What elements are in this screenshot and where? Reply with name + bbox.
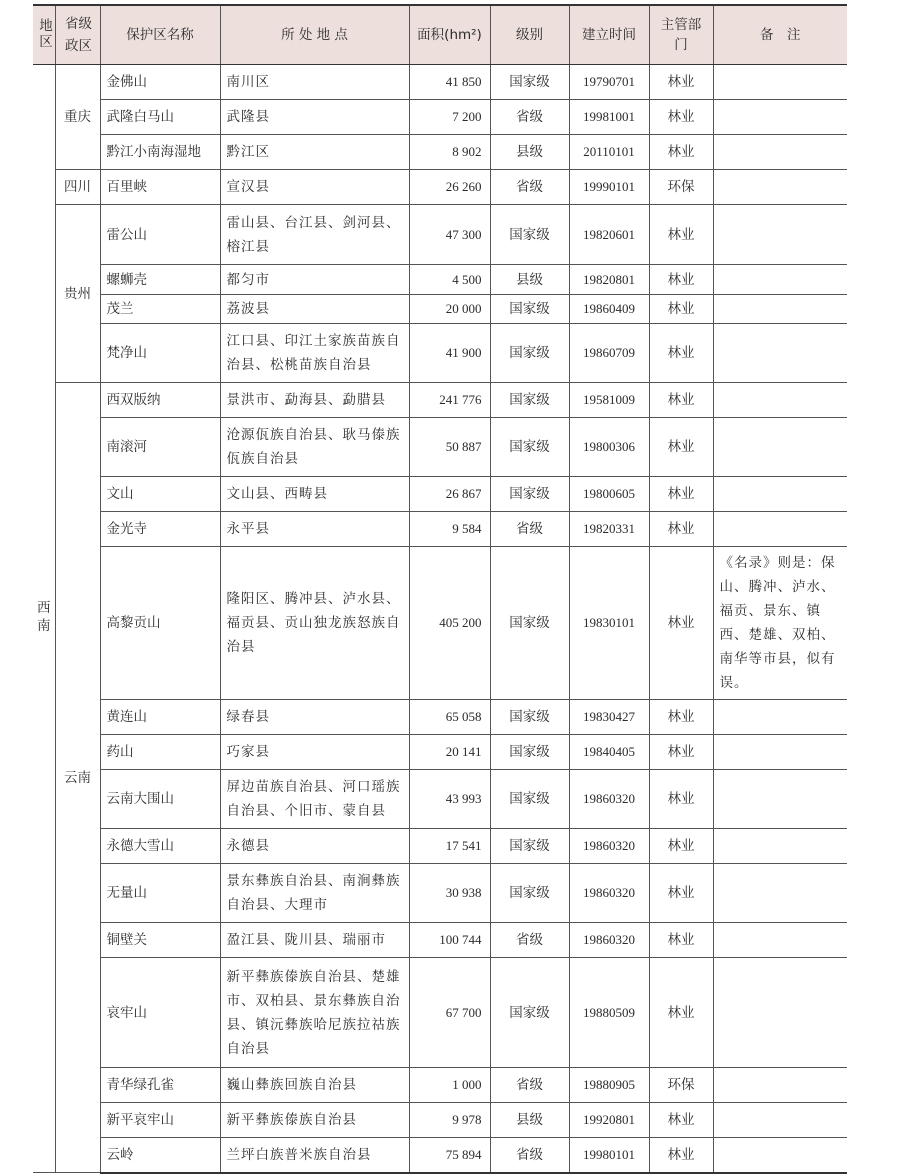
reserve-location: 盈江县、陇川县、瑞丽市 xyxy=(220,923,409,958)
reserve-location: 景东彝族自治县、南涧彝族自治县、大理市 xyxy=(220,864,409,923)
reserve-established: 19860320 xyxy=(569,770,649,829)
reserve-established: 19860709 xyxy=(569,324,649,383)
reserve-name: 雷公山 xyxy=(100,205,220,265)
reserve-established: 19840405 xyxy=(569,735,649,770)
table-row xyxy=(33,65,847,100)
reserve-location: 江口县、印江土家族苗族自治县、松桃苗族自治县 xyxy=(220,324,409,383)
reserve-department: 林业 xyxy=(649,700,713,735)
reserve-level: 国家级 xyxy=(490,383,569,418)
table-row xyxy=(33,265,847,295)
reserve-level: 省级 xyxy=(490,1068,569,1103)
reserve-notes xyxy=(713,418,847,477)
reserve-established: 19860320 xyxy=(569,923,649,958)
reserve-name: 新平哀牢山 xyxy=(100,1103,220,1138)
reserve-location: 沧源佤族自治县、耿马傣族佤族自治县 xyxy=(220,418,409,477)
reserve-established: 19820801 xyxy=(569,265,649,295)
reserve-location: 新平彝族傣族自治县 xyxy=(220,1103,409,1138)
reserve-established: 19860320 xyxy=(569,829,649,864)
reserve-location: 文山县、西畴县 xyxy=(220,477,409,512)
reserve-name: 无量山 xyxy=(100,864,220,923)
reserve-location: 南川区 xyxy=(220,65,409,100)
table-row xyxy=(33,477,847,512)
reserve-area: 43 993 xyxy=(409,770,490,829)
reserve-level: 省级 xyxy=(490,100,569,135)
reserve-name: 南滚河 xyxy=(100,418,220,477)
reserve-level: 县级 xyxy=(490,1103,569,1138)
table-row xyxy=(33,205,847,265)
province-cell: 云南 xyxy=(55,383,100,1173)
reserve-location: 永德县 xyxy=(220,829,409,864)
reserve-department: 林业 xyxy=(649,418,713,477)
table-row xyxy=(33,829,847,864)
reserve-location: 新平彝族傣族自治县、楚雄市、双柏县、景东彝族自治县、镇沅彝族哈尼族拉祜族自治县 xyxy=(220,958,409,1068)
reserve-area: 8 902 xyxy=(409,135,490,170)
reserve-notes xyxy=(713,700,847,735)
reserve-established: 19880509 xyxy=(569,958,649,1068)
reserve-established: 19820601 xyxy=(569,205,649,265)
reserve-name: 西双版纳 xyxy=(100,383,220,418)
reserve-department: 环保 xyxy=(649,170,713,205)
reserve-name: 茂兰 xyxy=(100,295,220,324)
reserve-name: 青华绿孔雀 xyxy=(100,1068,220,1103)
reserve-notes xyxy=(713,923,847,958)
table-row xyxy=(33,547,847,700)
reserve-notes xyxy=(713,295,847,324)
reserve-established: 19920801 xyxy=(569,1103,649,1138)
reserve-location: 黔江区 xyxy=(220,135,409,170)
reserve-notes xyxy=(713,205,847,265)
reserve-name: 云岭 xyxy=(100,1138,220,1173)
table-row xyxy=(33,324,847,383)
reserve-level: 国家级 xyxy=(490,477,569,512)
table-row xyxy=(33,418,847,477)
reserve-established: 19990101 xyxy=(569,170,649,205)
table-row xyxy=(33,1138,847,1173)
reserve-established: 19981001 xyxy=(569,100,649,135)
table-row xyxy=(33,383,847,418)
reserve-level: 县级 xyxy=(490,265,569,295)
reserve-area: 41 850 xyxy=(409,65,490,100)
table-row xyxy=(33,958,847,1068)
reserve-department: 林业 xyxy=(649,1103,713,1138)
reserve-notes xyxy=(713,65,847,100)
province-cell: 贵州 xyxy=(55,205,100,383)
header-established: 建立时间 xyxy=(569,5,649,65)
header-region: 地区 xyxy=(33,5,55,65)
reserve-notes xyxy=(713,829,847,864)
reserve-department: 林业 xyxy=(649,735,713,770)
reserve-name: 文山 xyxy=(100,477,220,512)
reserve-level: 国家级 xyxy=(490,958,569,1068)
reserve-notes xyxy=(713,100,847,135)
reserve-name: 黄连山 xyxy=(100,700,220,735)
reserve-notes xyxy=(713,383,847,418)
reserve-level: 国家级 xyxy=(490,735,569,770)
reserve-notes xyxy=(713,170,847,205)
reserve-level: 国家级 xyxy=(490,864,569,923)
reserve-area: 7 200 xyxy=(409,100,490,135)
reserve-area: 100 744 xyxy=(409,923,490,958)
reserve-notes xyxy=(713,265,847,295)
reserve-level: 国家级 xyxy=(490,324,569,383)
reserve-established: 19790701 xyxy=(569,65,649,100)
table-row xyxy=(33,735,847,770)
reserve-established: 19880905 xyxy=(569,1068,649,1103)
reserve-department: 林业 xyxy=(649,770,713,829)
reserve-area: 26 867 xyxy=(409,477,490,512)
table-row xyxy=(33,170,847,205)
reserve-level: 国家级 xyxy=(490,205,569,265)
reserve-notes xyxy=(713,958,847,1068)
reserve-department: 林业 xyxy=(649,65,713,100)
reserve-location: 荔波县 xyxy=(220,295,409,324)
reserve-department: 林业 xyxy=(649,265,713,295)
reserve-notes xyxy=(713,1068,847,1103)
reserve-department: 林业 xyxy=(649,477,713,512)
reserve-department: 林业 xyxy=(649,1138,713,1173)
reserve-location: 兰坪白族普米族自治县 xyxy=(220,1138,409,1173)
reserve-name: 螺蛳壳 xyxy=(100,265,220,295)
reserve-established: 19860320 xyxy=(569,864,649,923)
reserve-level: 省级 xyxy=(490,170,569,205)
reserve-name: 金光寺 xyxy=(100,512,220,547)
reserve-location: 巍山彝族回族自治县 xyxy=(220,1068,409,1103)
reserve-department: 林业 xyxy=(649,958,713,1068)
reserve-level: 县级 xyxy=(490,135,569,170)
reserve-level: 国家级 xyxy=(490,829,569,864)
reserve-location: 永平县 xyxy=(220,512,409,547)
table-row xyxy=(33,512,847,547)
table-row xyxy=(33,700,847,735)
reserve-established: 19800306 xyxy=(569,418,649,477)
reserve-name: 永德大雪山 xyxy=(100,829,220,864)
reserve-level: 国家级 xyxy=(490,770,569,829)
table-row xyxy=(33,1068,847,1103)
table-row xyxy=(33,923,847,958)
reserve-level: 省级 xyxy=(490,512,569,547)
reserve-department: 林业 xyxy=(649,512,713,547)
header-area: 面积(hm²) xyxy=(409,5,490,65)
reserve-notes xyxy=(713,1103,847,1138)
reserve-name: 药山 xyxy=(100,735,220,770)
reserve-notes: 《名录》则是：保山、腾冲、泸水、福贡、景东、镇西、楚雄、双柏、南华等市县，似有误。 xyxy=(713,547,847,700)
header-province: 省级政区 xyxy=(55,5,100,65)
header-department: 主管部门 xyxy=(649,5,713,65)
reserve-department: 林业 xyxy=(649,324,713,383)
reserve-level: 省级 xyxy=(490,1138,569,1173)
reserve-name: 黔江小南海湿地 xyxy=(100,135,220,170)
reserve-location: 屏边苗族自治县、河口瑶族自治县、个旧市、蒙自县 xyxy=(220,770,409,829)
reserve-notes xyxy=(713,864,847,923)
reserve-location: 雷山县、台江县、剑河县、榕江县 xyxy=(220,205,409,265)
table-row xyxy=(33,135,847,170)
header-level: 级别 xyxy=(490,5,569,65)
reserve-department: 林业 xyxy=(649,135,713,170)
reserve-name: 哀牢山 xyxy=(100,958,220,1068)
reserve-area: 50 887 xyxy=(409,418,490,477)
reserve-area: 41 900 xyxy=(409,324,490,383)
table-row xyxy=(33,770,847,829)
reserve-notes xyxy=(713,770,847,829)
reserve-department: 林业 xyxy=(649,923,713,958)
reserve-notes xyxy=(713,512,847,547)
reserve-location: 绿春县 xyxy=(220,700,409,735)
reserve-area: 1 000 xyxy=(409,1068,490,1103)
reserve-notes xyxy=(713,135,847,170)
reserve-area: 67 700 xyxy=(409,958,490,1068)
header-notes: 备 注 xyxy=(713,5,847,65)
reserve-area: 17 541 xyxy=(409,829,490,864)
reserve-name: 云南大围山 xyxy=(100,770,220,829)
table-row xyxy=(33,1103,847,1138)
reserve-notes xyxy=(713,477,847,512)
reserve-area: 9 584 xyxy=(409,512,490,547)
reserve-area: 26 260 xyxy=(409,170,490,205)
reserve-department: 林业 xyxy=(649,205,713,265)
reserve-area: 4 500 xyxy=(409,265,490,295)
reserve-level: 国家级 xyxy=(490,418,569,477)
region-cell: 西南 xyxy=(33,65,55,1173)
reserve-level: 省级 xyxy=(490,923,569,958)
reserve-location: 宣汉县 xyxy=(220,170,409,205)
table-row xyxy=(33,100,847,135)
reserve-location: 隆阳区、腾冲县、泸水县、福贡县、贡山独龙族怒族自治县 xyxy=(220,547,409,700)
nature-reserve-table xyxy=(33,4,847,1174)
reserve-notes xyxy=(713,735,847,770)
reserve-department: 林业 xyxy=(649,295,713,324)
reserve-area: 75 894 xyxy=(409,1138,490,1173)
reserve-area: 20 141 xyxy=(409,735,490,770)
reserve-department: 林业 xyxy=(649,829,713,864)
reserve-department: 林业 xyxy=(649,547,713,700)
reserve-area: 405 200 xyxy=(409,547,490,700)
province-cell: 重庆 xyxy=(55,65,100,170)
province-cell: 四川 xyxy=(55,170,100,205)
reserve-name: 高黎贡山 xyxy=(100,547,220,700)
reserve-established: 19581009 xyxy=(569,383,649,418)
reserve-location: 巧家县 xyxy=(220,735,409,770)
reserve-area: 47 300 xyxy=(409,205,490,265)
reserve-notes xyxy=(713,324,847,383)
reserve-location: 武隆县 xyxy=(220,100,409,135)
reserve-name: 百里峡 xyxy=(100,170,220,205)
reserve-established: 19980101 xyxy=(569,1138,649,1173)
header-row xyxy=(33,5,847,65)
reserve-name: 梵净山 xyxy=(100,324,220,383)
reserve-established: 20110101 xyxy=(569,135,649,170)
reserve-established: 19860409 xyxy=(569,295,649,324)
reserve-established: 19800605 xyxy=(569,477,649,512)
reserve-area: 20 000 xyxy=(409,295,490,324)
reserve-department: 林业 xyxy=(649,864,713,923)
reserve-area: 30 938 xyxy=(409,864,490,923)
reserve-name: 铜壁关 xyxy=(100,923,220,958)
reserve-level: 国家级 xyxy=(490,547,569,700)
reserve-name: 武隆白马山 xyxy=(100,100,220,135)
reserve-established: 19820331 xyxy=(569,512,649,547)
reserve-name: 金佛山 xyxy=(100,65,220,100)
reserve-level: 国家级 xyxy=(490,295,569,324)
reserve-notes xyxy=(713,1138,847,1173)
reserve-level: 国家级 xyxy=(490,700,569,735)
reserve-department: 林业 xyxy=(649,383,713,418)
reserve-location: 景洪市、勐海县、勐腊县 xyxy=(220,383,409,418)
reserve-established: 19830101 xyxy=(569,547,649,700)
table-row xyxy=(33,295,847,324)
reserve-department: 环保 xyxy=(649,1068,713,1103)
reserve-established: 19830427 xyxy=(569,700,649,735)
reserve-location: 都匀市 xyxy=(220,265,409,295)
reserve-department: 林业 xyxy=(649,100,713,135)
reserve-area: 241 776 xyxy=(409,383,490,418)
table-row xyxy=(33,864,847,923)
reserve-area: 9 978 xyxy=(409,1103,490,1138)
reserve-table-container xyxy=(33,4,847,1174)
reserve-level: 国家级 xyxy=(490,65,569,100)
header-name: 保护区名称 xyxy=(100,5,220,65)
header-location: 所 处 地 点 xyxy=(220,5,409,65)
reserve-area: 65 058 xyxy=(409,700,490,735)
